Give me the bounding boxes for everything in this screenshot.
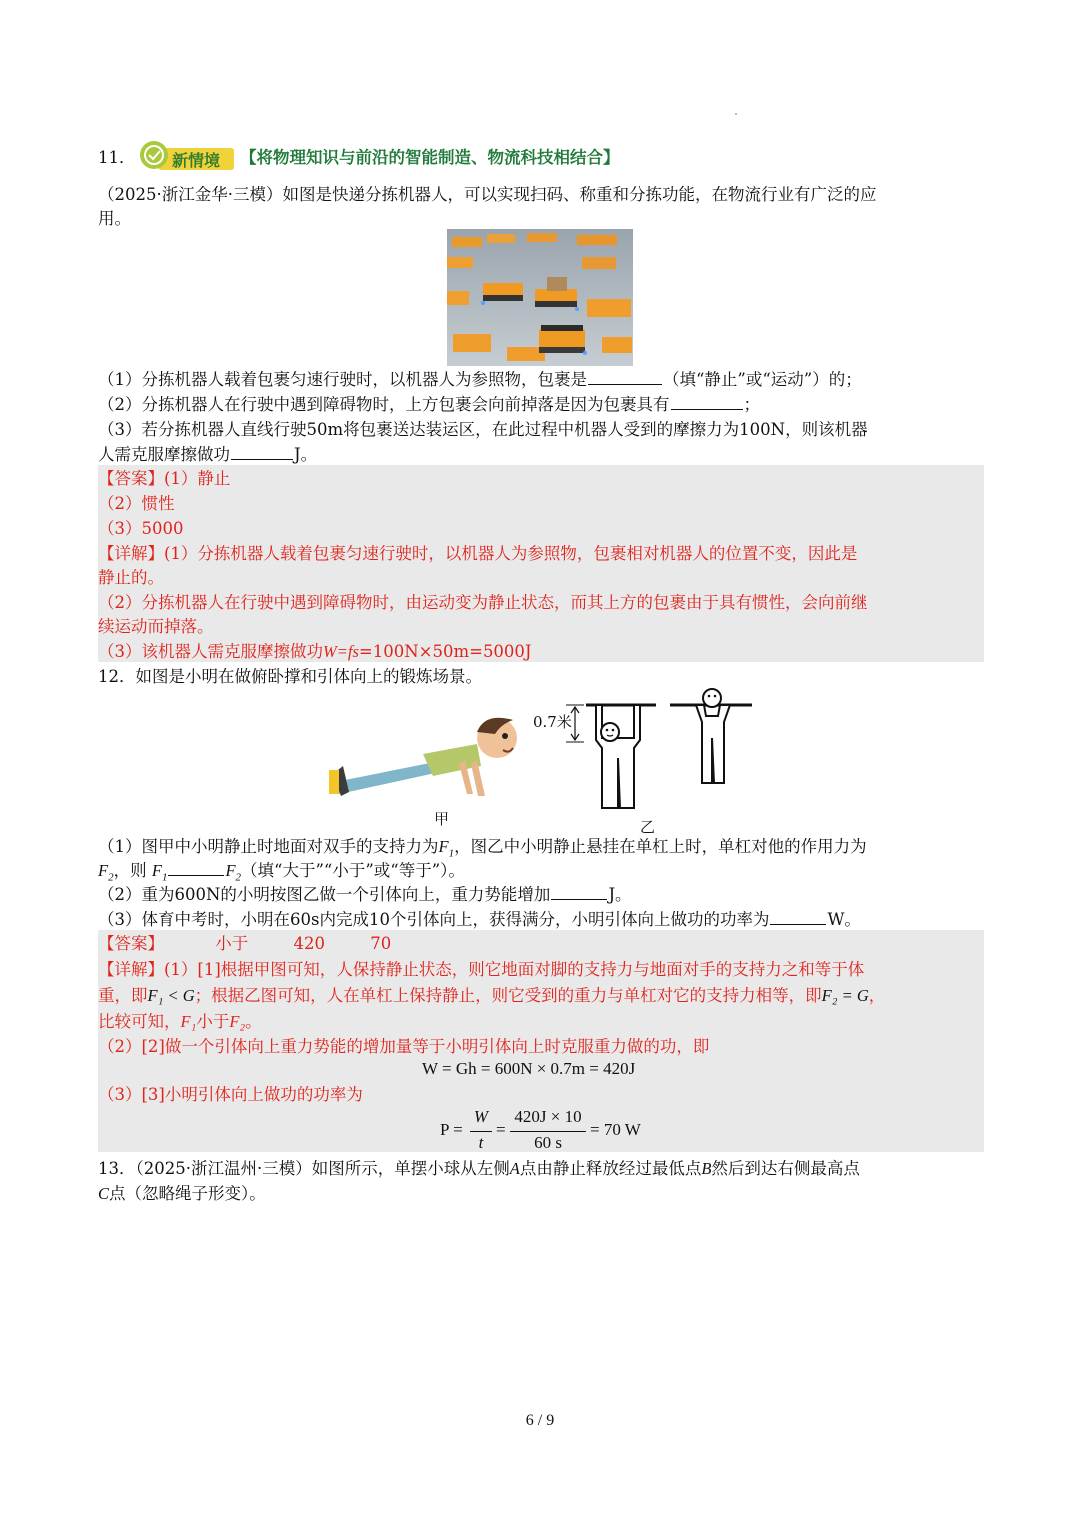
q11-part1 — [98, 368, 984, 392]
q12-detail-3-less: 小于 — [196, 1012, 230, 1031]
q11-part2 — [98, 393, 984, 417]
q13-line-1 — [98, 1157, 984, 1181]
figure-label-yi: 乙 — [640, 818, 656, 836]
q11-detail-3: （2）分拣机器人在行驶中遇到障碍物时，由运动变为静止状态，而其上方的包裹由于具有惯性，会向前继 — [98, 593, 868, 612]
numerator-w: W — [473, 1107, 489, 1126]
q11-part3-unit: J。 — [294, 445, 318, 464]
power-eq-lhs: P = — [440, 1120, 463, 1139]
q13-text-c: 然后到达右侧最高点 — [711, 1159, 860, 1178]
q11-detail-1: 【详解】(1）分拣机器人载着包裹匀速行驶时，以机器人为参照物，包裹相对机器人的位置不变，因此是 — [98, 544, 858, 563]
answer-blank[interactable] — [588, 368, 662, 385]
q11-part1-hint: （填“静止”或“运动”）的； — [663, 370, 862, 389]
comma: ， — [868, 986, 886, 1005]
symbol-f: F — [98, 861, 109, 880]
pullup-figure — [530, 688, 760, 833]
pushup-figure — [325, 710, 535, 810]
q12-part1-hint: （填“大于”“小于”或“等于”）。 — [241, 861, 465, 880]
q11-answer-2: （2）惯性 — [98, 494, 175, 513]
power-eq-equals: = — [496, 1120, 506, 1139]
q13-text: 13．（2025·浙江温州·三模）如图所示，单摆小球从左侧 — [98, 1159, 510, 1178]
equation: F₂ = G — [821, 986, 869, 1005]
q12-part1-text-b: ，图乙中小明静止悬挂在单杠上时，单杠对他的作用力为 — [454, 837, 867, 856]
q11-intro-1: （2025·浙江金华·三模）如图是快递分拣机器人，可以实现扫码、称重和分拣功能，在物流行业有广泛的应 — [98, 185, 877, 204]
sorting-robot-photo — [447, 229, 633, 366]
q11-detail-5-text: （3）该机器人需克服摩擦做功 — [98, 642, 323, 661]
q11-detail-5-calc: =100N×50m=5000J — [358, 642, 532, 661]
power-eq-den2: 60 s — [534, 1133, 562, 1152]
q11-intro-2: 用。 — [98, 209, 131, 228]
q11-part3-line1: （3）若分拣机器人直线行驶50m将包裹送达装运区，在此过程中机器人受到的摩擦力为100N，则该机器 — [98, 420, 868, 439]
badge-text: 新情境 — [172, 151, 221, 170]
q12-part2-text: （2）重为600N的小明按图乙做一个引体向上，重力势能增加 — [98, 885, 551, 904]
answer-label: 【答案】 — [98, 934, 164, 953]
q12-part1-text: （1）图甲中小明静止时地面对双手的支持力为 — [98, 837, 439, 856]
q12-part2-unit: J。 — [608, 885, 632, 904]
q11-part3-text: 人需克服摩擦做功 — [98, 445, 230, 464]
answer-1: 小于 — [215, 934, 249, 953]
q13-text-d: 点（忽略绳子形变）。 — [109, 1184, 266, 1203]
q12-part3-unit: W。 — [827, 910, 861, 929]
q12-part2 — [98, 883, 984, 907]
subscript: 1 — [161, 871, 168, 884]
q11-part2-end: ； — [743, 395, 760, 414]
symbol-f: F — [151, 861, 162, 880]
point-a: A — [509, 1159, 520, 1178]
q12-detail-2-text: 重，即 — [98, 986, 148, 1005]
q12-detail-2-text-b: ；根据乙图可知，人在单杠上保持静止，则它受到的重力与单杠对它的支持力相等，即 — [194, 986, 822, 1005]
figure-label-jia: 甲 — [434, 810, 450, 828]
symbol-f: F — [225, 861, 236, 880]
symbol-f: F — [438, 837, 449, 856]
fraction-bar — [470, 1131, 492, 1132]
height-label: 0.7米 — [533, 713, 572, 731]
new-context-badge — [136, 140, 236, 174]
q11-part2-text: （2）分拣机器人在行驶中遇到障碍物时，上方包裹会向前掉落是因为包裹具有 — [98, 395, 670, 414]
q12-detail-5: （3）[3]小明引体向上做功的功率为 — [98, 1085, 363, 1104]
symbol-f1: F₁ — [180, 1012, 197, 1031]
q11-detail-4: 续运动而掉落。 — [98, 617, 214, 636]
q11-answer-1: 【答案】(1）静止 — [98, 469, 231, 488]
q12-detail-4: （2）[2]做一个引体向上重力势能的增加量等于小明引体向上时克服重力做的功，即 — [98, 1037, 710, 1056]
power-eq-num2: 420J × 10 — [514, 1107, 582, 1126]
answer-blank[interactable] — [671, 393, 743, 410]
q12-intro: 12．如图是小明在做俯卧撑和引体向上的锻炼场景。 — [98, 667, 482, 686]
subscript: 2 — [108, 871, 114, 884]
q13-line-2 — [98, 1182, 984, 1206]
speck — [735, 113, 737, 115]
q12-part3-text: （3）体育中考时，小明在60s内完成10个引体向上，获得满分，小明引体向上做功的功率为 — [98, 910, 770, 929]
q12-answer — [98, 932, 984, 956]
q12-part1-then: ，则 — [113, 861, 147, 880]
answer-3: 70 — [370, 934, 392, 953]
work-equation: W = Gh = 600N × 0.7m = 420J — [422, 1059, 636, 1078]
q13-text-b: 点由静止释放经过最低点 — [519, 1159, 702, 1178]
q12-detail-1: 【详解】(1）[1]根据甲图可知，人保持静止状态，则它地面对脚的支持力与地面对手的支持力之和等于体 — [98, 960, 865, 979]
page-number: 6 / 9 — [525, 1412, 555, 1429]
power-eq-den1 — [472, 1133, 490, 1153]
power-eq-rhs: = 70 W — [590, 1120, 641, 1139]
q11-answer-3: （3）5000 — [98, 519, 184, 538]
subscript: 2 — [235, 871, 242, 884]
answer-blank[interactable] — [551, 883, 607, 900]
fraction-bar — [510, 1131, 586, 1132]
q11-part1-text: （1）分拣机器人载着包裹匀速行驶时，以机器人为参照物，包裹是 — [98, 370, 587, 389]
q11-part3-line2 — [98, 443, 984, 467]
answer-2: 420 — [293, 934, 325, 953]
inequality: F₁ < G — [147, 986, 195, 1005]
power-eq-num1 — [472, 1107, 490, 1127]
symbol-f2: F₂ — [229, 1012, 246, 1031]
q12-part3 — [98, 908, 984, 932]
denominator-t: t — [478, 1133, 484, 1152]
point-b: B — [701, 1159, 712, 1178]
q12-detail-3-text: 比较可知， — [98, 1012, 181, 1031]
q11-detail-2: 静止的。 — [98, 568, 164, 587]
q11-tag: 【将物理知识与前沿的智能制造、物流科技相结合】 — [240, 148, 620, 167]
q12-detail-3 — [98, 1010, 984, 1034]
answer-blank[interactable] — [770, 908, 826, 925]
q11-detail-5 — [98, 640, 984, 664]
q11-detail-5-formula: W=fs — [323, 642, 359, 661]
answer-blank[interactable] — [168, 859, 224, 876]
period: 。 — [245, 1012, 262, 1031]
point-c: C — [98, 1184, 110, 1203]
answer-blank[interactable] — [231, 443, 293, 460]
q11-number: 11． — [98, 148, 136, 167]
q12-detail-2 — [98, 984, 984, 1008]
subscript: 1 — [448, 847, 455, 860]
